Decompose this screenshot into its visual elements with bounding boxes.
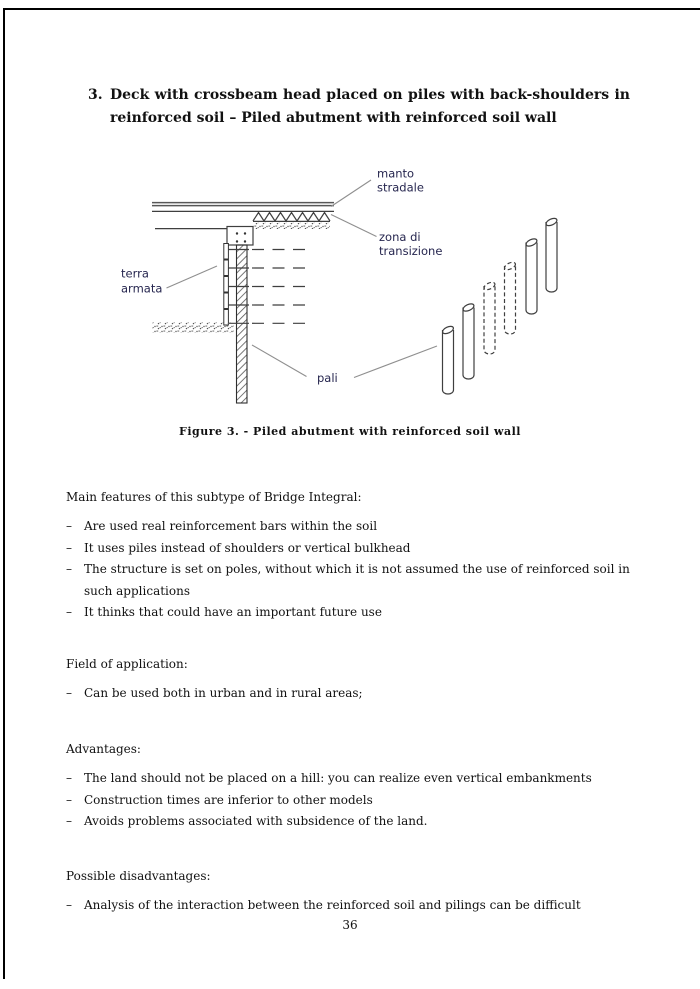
list-item-text: The land should not be placed on a hill: you can realize even vertical embankments [84, 771, 592, 785]
section-label: Field of application: [66, 657, 188, 671]
list-item [66, 602, 634, 624]
list-item-text: Can be used both in urban and in rural areas; [84, 686, 363, 700]
reinforcement-dashed-bars [252, 250, 305, 324]
label-pali: pali [317, 371, 338, 385]
pile-cylinder-1 [441, 325, 454, 394]
list-item-text: Avoids problems associated with subsidence of the land. [84, 814, 428, 829]
leader-pali-left [252, 345, 307, 377]
ground-texture [152, 323, 234, 333]
road-surface-lines [152, 203, 334, 212]
figure-diagram [0, 160, 700, 410]
crossbeam-head [227, 227, 253, 246]
reinforced-earth-facing [224, 244, 229, 326]
section-label: Main features of this subtype of Bridge Integral: [66, 490, 362, 504]
list-item-text: It thinks that could have an important future use [84, 605, 382, 620]
list-item-text: The structure is set on poles, without which it is not assumed the use of reinforced soil in such applications [84, 562, 630, 598]
leader-zona-transizione [331, 215, 377, 237]
bullet-dash: – [66, 771, 72, 785]
page-number: 36 [342, 918, 358, 932]
bullet-dash: – [66, 686, 72, 700]
pile-cylinder-3-dashed [483, 281, 496, 354]
pile-cylinder-5 [525, 237, 538, 314]
leader-manto-stradale [331, 180, 371, 207]
label-manto-stradale: manto [377, 166, 415, 181]
bullet-dash: – [66, 562, 72, 577]
list-item-text: It uses piles instead of shoulders or vertical bulkhead [84, 540, 411, 555]
bullet-dash: – [66, 898, 72, 912]
leader-terra-armata [167, 266, 218, 288]
label-terra-armata: terra [121, 266, 149, 281]
list-item [66, 768, 634, 790]
leader-pali-right [354, 346, 437, 378]
label-zona-transizione-2: transizione [379, 244, 443, 258]
pile-wall-hatched [237, 245, 248, 403]
pile-cylinder-6 [545, 217, 558, 292]
list-item [66, 559, 634, 602]
leader-lines [167, 180, 438, 378]
section-label: Advantages: [66, 742, 141, 756]
heading-line-1: Deck with crossbeam head placed on piles with back-shoulders in [110, 87, 630, 103]
transition-zone-zigzag [253, 213, 330, 230]
pile-cylinder-4-dashed [503, 261, 516, 334]
bullet-dash: – [66, 540, 72, 555]
list-item [66, 538, 634, 560]
bullet-dash: – [66, 605, 72, 620]
list-item-text: Are used real reinforcement bars within the soil [84, 519, 378, 533]
bullet-dash: – [66, 814, 72, 829]
list-item [66, 516, 634, 538]
section-main-features [66, 489, 634, 624]
list-item-text: Analysis of the interaction between the reinforced soil and pilings can be difficult [84, 898, 581, 912]
section-field-of-application [66, 656, 634, 705]
heading-line-2: reinforced soil – Piled abutment with reinforced soil wall [110, 110, 557, 126]
section-advantages [66, 741, 634, 833]
list-item-text: Construction times are inferior to other models [84, 792, 373, 807]
list-item [66, 683, 634, 705]
section-label: Possible disadvantages: [66, 869, 211, 883]
list-item [66, 895, 634, 917]
label-terra-armata-2: armata [121, 281, 163, 296]
label-manto-stradale-2: stradale [377, 180, 424, 195]
section-possible-disadvantages [66, 868, 634, 917]
bullet-dash: – [66, 519, 72, 533]
pile-cylinder-2 [462, 302, 475, 379]
figure-caption: Figure 3. - Piled abutment with reinforced soil wall [179, 425, 521, 438]
section-heading [88, 84, 630, 130]
label-zona-transizione: zona di [379, 230, 421, 244]
list-item [66, 811, 634, 833]
bullet-dash: – [66, 792, 72, 807]
heading-number: 3. [88, 87, 103, 103]
pile-cylinders [441, 217, 558, 394]
list-item [66, 790, 634, 812]
diagram-labels [121, 167, 442, 386]
